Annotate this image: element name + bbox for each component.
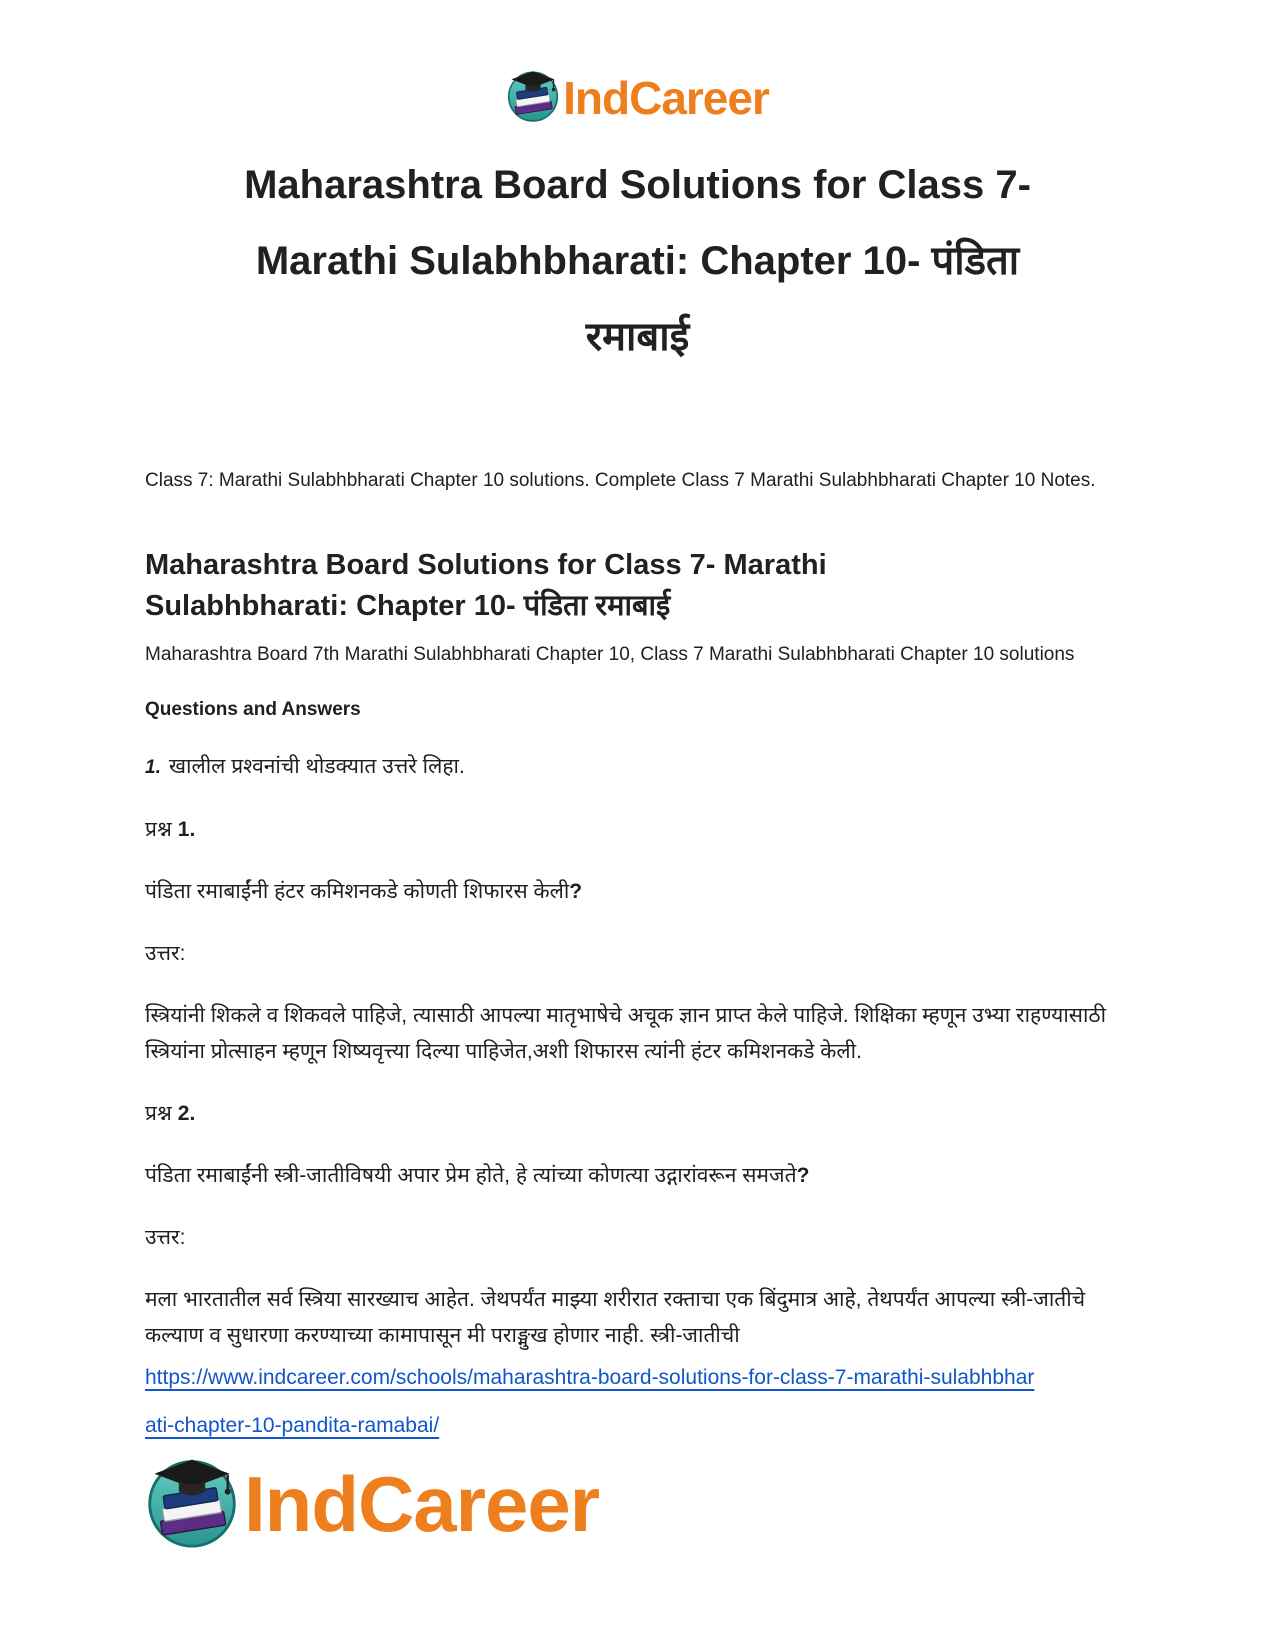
exercise-text: खालील प्रश्वनांची थोडक्यात उत्तरे लिहा. xyxy=(168,755,465,778)
header-logo xyxy=(0,0,1275,127)
footer-logo xyxy=(0,1454,1275,1553)
page-title-line: Marathi Sulabhbharati: Chapter 10- पंडिता xyxy=(255,239,1020,283)
intro-paragraph: Class 7: Marathi Sulabhbharati Chapter 10 solutions. Complete Class 7 Marathi Sulabhbharati Chapter 10 Notes. xyxy=(145,470,1096,491)
question-number: 2. xyxy=(177,1102,196,1125)
question-block-2 xyxy=(145,1096,1130,1354)
question-block-1 xyxy=(145,812,1130,1070)
question-label: प्रश्न 1. xyxy=(145,818,196,841)
article-link-line1[interactable]: https://www.indcareer.com/schools/maharashtra-board-solutions-for-class-7-marathi-sulabhbhar xyxy=(145,1366,1035,1389)
question-text: पंडिता रमाबाईंनी स्त्री-जातीविषयी अपार प्रेम होते, हे त्यांच्या कोणत्या उद्गारांवरून समजते? xyxy=(145,1164,810,1187)
question-mark: ? xyxy=(569,880,583,903)
exercise-number: 1. xyxy=(145,757,161,778)
page-title xyxy=(145,147,1130,375)
question-number: 1. xyxy=(177,818,196,841)
section-title xyxy=(145,545,1130,627)
page-title-line: रमाबाई xyxy=(585,315,690,359)
section-title-line: Maharashtra Board Solutions for Class 7- Marathi xyxy=(145,549,827,581)
section-title-line: Sulabhbharati: Chapter 10- पंडिता रमाबाई xyxy=(145,590,671,622)
indcareer-logo-text: IndCareer xyxy=(244,1459,600,1548)
questions-answers-heading: Questions and Answers xyxy=(145,699,361,720)
indcareer-logo-icon xyxy=(506,68,560,127)
answer-label: उत्तर: xyxy=(145,942,186,965)
question-mark: ? xyxy=(796,1164,810,1187)
question-text: पंडिता रमाबाईंनी हंटर कमिशनकडे कोणती शिफारस केली? xyxy=(145,880,583,903)
question-label: प्रश्न 2. xyxy=(145,1102,196,1125)
indcareer-logo-icon xyxy=(145,1454,239,1553)
indcareer-logo-text: IndCareer xyxy=(563,71,769,124)
exercise-instruction xyxy=(145,749,1130,786)
answer-label: उत्तर: xyxy=(145,1226,186,1249)
article-link-line2[interactable]: ati-chapter-10-pandita-ramabai/ xyxy=(145,1414,440,1437)
answer-text: स्त्रियांनी शिकले व शिकवले पाहिजे, त्यासाठी आपल्या मातृभाषेचे अचूक ज्ञान प्राप्त केले पाहिजे. शिक्षिका म्हणून उभ्या राहण्यासाठी स्त्रियांना प्रोत्साहन म्हणून शिष्यवृत्त्या दिल्या पाहिजेत,अशी शिफारस त्यांनी हंटर कमिशनकडे केली. xyxy=(145,1004,1107,1063)
article-link[interactable] xyxy=(0,1360,1275,1444)
section-subtitle: Maharashtra Board 7th Marathi Sulabhbharati Chapter 10, Class 7 Marathi Sulabhbharati Chapter 10 solutions xyxy=(145,644,1075,665)
answer-text: मला भारतातील सर्व स्त्रिया सारख्याच आहेत. जेथपर्यंत माझ्या शरीरात रक्ताचा एक बिंदुमात्र आहे, तेथपर्यंत आपल्या स्त्री-जातीचे कल्याण व सुधारणा करण्याच्या कामापासून मी पराङ्मुख होणार नाही. स्त्री-जातीची xyxy=(145,1288,1086,1347)
page-title-line: Maharashtra Board Solutions for Class 7- xyxy=(244,163,1031,207)
